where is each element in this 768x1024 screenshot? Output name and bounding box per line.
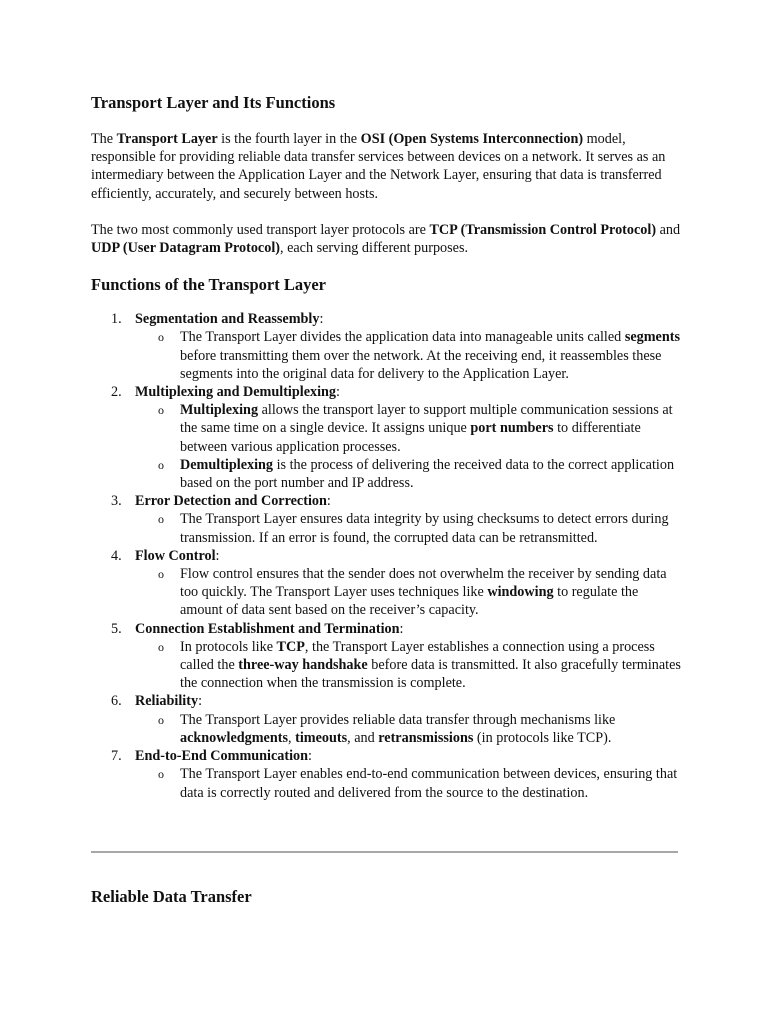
function-subitem [135, 328, 681, 383]
subitem-text: allows the transport layer to support multiple communication sessions at the same time on a single device. It assigns unique [180, 402, 673, 437]
function-colon: : [399, 620, 404, 637]
intro-text-1: The [91, 131, 117, 147]
reliable-data-transfer-heading: Reliable Data Transfer [91, 887, 252, 906]
subitem-bold: acknowledgments [180, 729, 288, 746]
intro-bold-transport-layer: Transport Layer [116, 131, 218, 147]
subitem-bold: TCP [276, 638, 305, 655]
function-number: 4. [111, 547, 122, 564]
subitem-bold: three-way handshake [238, 657, 368, 674]
function-colon: : [215, 547, 220, 564]
function-number: 7. [111, 748, 122, 765]
function-item-segmentation [91, 310, 681, 383]
bullet-icon: o [158, 767, 164, 782]
subitem-text: to regulate the amount of data sent based on the receiver’s capacity. [180, 584, 639, 619]
function-subitems [135, 328, 681, 383]
function-subitems [135, 765, 681, 801]
bullet-icon: o [158, 403, 164, 418]
protocols-bold-udp: UDP (User Datagram Protocol) [91, 240, 280, 257]
subitem-text: to differentiate between various application processes. [180, 420, 641, 455]
function-colon: : [308, 748, 312, 765]
function-colon: : [336, 384, 340, 401]
bullet-icon: o [158, 512, 164, 527]
subitem-text: is the process of delivering the received data to the correct application based on the port number and IP address. [180, 456, 675, 492]
intro-paragraph [91, 130, 681, 203]
function-subitem [135, 401, 681, 456]
functions-heading: Functions of the Transport Layer [91, 275, 326, 295]
function-subitem [135, 565, 681, 620]
protocols-text-3: , each serving different purposes. [279, 240, 469, 257]
function-item-end-to-end [91, 747, 681, 802]
bullet-icon: o [158, 457, 164, 472]
subitem-text: , and [347, 729, 379, 746]
subitem-text: The Transport Layer enables end-to-end communication between devices, ensuring that data is correctly routed and delivered from the source to the destination. [180, 766, 678, 801]
protocols-text-2: and [656, 221, 681, 238]
function-item-reliability [91, 692, 681, 747]
subitem-text: before transmitting them over the network. At the receiving end, it reassembles these segments into the original data for delivery to the Application Layer. [180, 347, 662, 382]
protocols-bold-tcp: TCP (Transmission Control Protocol) [429, 221, 657, 238]
function-item-flow-control [91, 547, 681, 620]
bullet-icon: o [158, 567, 164, 582]
intro-bold-osi: OSI (Open Systems Interconnection) [360, 131, 584, 147]
function-number: 5. [111, 620, 122, 637]
function-subitems [135, 711, 681, 747]
subitem-bold: Multiplexing [180, 402, 259, 419]
subitem-text: The Transport Layer provides reliable data transfer through mechanisms like [180, 711, 616, 728]
subitem-bold: retransmissions [378, 729, 474, 746]
subitem-bold: port numbers [470, 420, 554, 437]
function-title: Flow Control [135, 547, 216, 564]
function-subitem [135, 456, 681, 492]
subitem-text: Flow control ensures that the sender does not overwhelm the receiver by sending data too quickly. The Transport Layer uses techniques like [180, 566, 667, 601]
function-number: 6. [111, 693, 122, 710]
function-number: 2. [111, 384, 122, 401]
function-subitem [135, 510, 681, 546]
function-item-connection [91, 620, 681, 693]
function-colon: : [326, 493, 331, 510]
function-title: Multiplexing and Demultiplexing [135, 384, 337, 401]
function-title: Error Detection and Correction [135, 493, 327, 510]
intro-text-2: is the fourth layer in the [217, 131, 361, 147]
subitem-bold: segments [624, 329, 680, 346]
intro-text-3: model, responsible for providing reliable data transfer services between devices on a network. It serves as an intermediary between the Application Layer and the Network Layer, ensuring that data is transferred efficiently, accurately, and securely between hosts. [91, 131, 666, 202]
subitem-text: The Transport Layer ensures data integrity by using checksums to detect errors during transmission. If an error is found, the corrupted data can be retransmitted. [180, 511, 669, 546]
protocols-paragraph [91, 221, 681, 257]
function-number: 1. [111, 311, 122, 328]
function-subitems [135, 510, 681, 546]
function-item-error-detection [91, 492, 681, 547]
subitem-bold: windowing [487, 584, 554, 601]
protocols-text-1: The two most commonly used transport layer protocols are [91, 221, 430, 238]
subitem-text: In protocols like [180, 638, 277, 655]
function-subitem [135, 638, 681, 693]
function-subitem [135, 711, 681, 747]
function-subitems [135, 565, 681, 620]
subitem-text: , the Transport Layer establishes a connection using a process called the [180, 638, 655, 674]
page-title: Transport Layer and Its Functions [91, 93, 336, 112]
subitem-text: before data is transmitted. It also gracefully terminates the connection when the transmission is complete. [180, 657, 681, 692]
function-number: 3. [111, 493, 122, 510]
horizontal-divider [91, 851, 678, 853]
function-colon: : [198, 693, 203, 710]
bullet-icon: o [158, 330, 164, 345]
function-title: Segmentation and Reassembly [135, 311, 320, 328]
functions-list [91, 310, 681, 801]
function-subitems [135, 401, 681, 492]
subitem-bold: timeouts [295, 729, 348, 746]
subitem-text: (in protocols like TCP). [473, 729, 612, 746]
function-colon: : [319, 311, 324, 328]
function-subitems [135, 638, 681, 693]
function-title: Reliability [135, 693, 199, 710]
subitem-text: , [288, 729, 296, 746]
bullet-icon: o [158, 639, 164, 654]
function-title: End-to-End Communication [135, 748, 309, 765]
document-body [91, 88, 681, 802]
function-title: Connection Establishment and Termination [135, 620, 400, 637]
subitem-bold: Demultiplexing [180, 456, 274, 473]
subitem-text: The Transport Layer divides the application data into manageable units called [180, 329, 625, 346]
function-subitem [135, 765, 681, 801]
function-item-multiplexing [91, 383, 681, 492]
bullet-icon: o [158, 712, 164, 727]
